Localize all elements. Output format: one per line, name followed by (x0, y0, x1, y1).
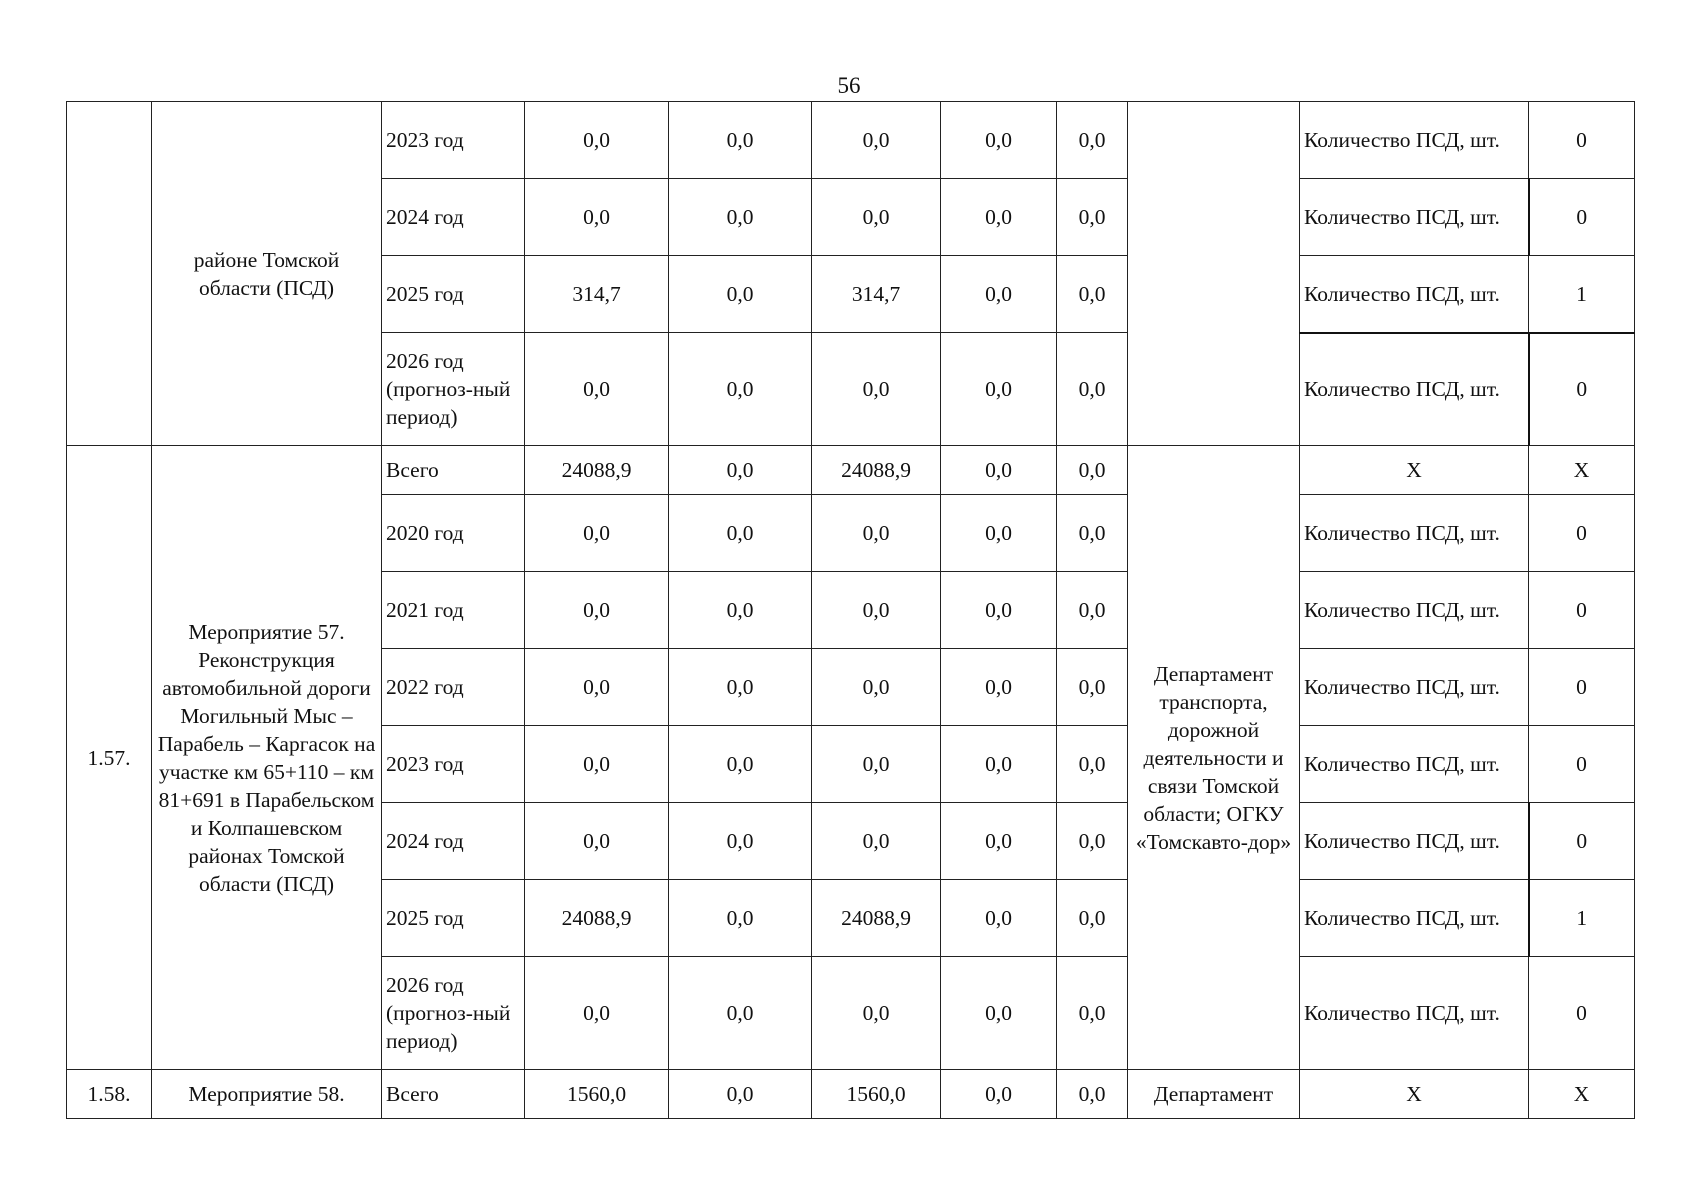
value-cell: 0,0 (1057, 256, 1128, 333)
year-cell: 2026 год (прогноз-ный период) (382, 957, 525, 1070)
value-cell: 0,0 (941, 649, 1057, 726)
total-cell: 1560,0 (525, 1070, 669, 1119)
table-row (67, 1070, 1635, 1119)
indicator-value-cell: 0 (1529, 495, 1635, 572)
year-cell: 2023 год (382, 102, 525, 179)
indicator-value-cell: 1 (1529, 256, 1635, 333)
value-cell: 0,0 (812, 102, 941, 179)
value-cell: 0,0 (669, 726, 812, 803)
value-cell: 0,0 (812, 726, 941, 803)
value-cell: 0,0 (1057, 333, 1128, 446)
value-cell: 1560,0 (812, 1070, 941, 1119)
value-cell: 0,0 (941, 957, 1057, 1070)
value-cell: 0,0 (669, 572, 812, 649)
executor-cell: Департамент (1128, 1070, 1300, 1119)
indicator-name-cell: Количество ПСД, шт. (1300, 179, 1529, 256)
indicator-value-cell: Х (1529, 1070, 1635, 1119)
value-cell: 0,0 (1057, 495, 1128, 572)
activity-name-cell: районе Томской области (ПСД) (152, 102, 382, 446)
program-activities-table (66, 101, 1635, 1119)
value-cell: 0,0 (812, 333, 941, 446)
value-cell: 0,0 (1057, 803, 1128, 880)
value-cell: 0,0 (941, 726, 1057, 803)
indicator-name-cell: Количество ПСД, шт. (1300, 102, 1529, 179)
year-cell: 2022 год (382, 649, 525, 726)
indicator-name-cell: Количество ПСД, шт. (1300, 726, 1529, 803)
total-cell: 0,0 (525, 649, 669, 726)
total-cell: 0,0 (525, 179, 669, 256)
year-cell: 2021 год (382, 572, 525, 649)
indicator-value-cell: 0 (1529, 803, 1635, 880)
value-cell: 0,0 (941, 572, 1057, 649)
value-cell: 0,0 (669, 880, 812, 957)
page-number: 56 (837, 73, 861, 98)
value-cell: 0,0 (669, 1070, 812, 1119)
value-cell: 0,0 (941, 179, 1057, 256)
year-cell: 2024 год (382, 179, 525, 256)
indicator-name-cell: Количество ПСД, шт. (1300, 333, 1529, 446)
indicator-name-cell: Х (1300, 446, 1529, 495)
value-cell: 0,0 (812, 649, 941, 726)
value-cell: 0,0 (1057, 1070, 1128, 1119)
value-cell: 0,0 (1057, 102, 1128, 179)
year-cell: 2025 год (382, 256, 525, 333)
activity-number-cell (67, 102, 152, 446)
year-cell: 2024 год (382, 803, 525, 880)
value-cell: 0,0 (1057, 572, 1128, 649)
total-cell: 24088,9 (525, 446, 669, 495)
table-body (67, 102, 1635, 1119)
indicator-value-cell: 0 (1529, 333, 1635, 446)
value-cell: 0,0 (1057, 446, 1128, 495)
value-cell: 0,0 (812, 495, 941, 572)
value-cell: 0,0 (941, 495, 1057, 572)
value-cell: 0,0 (669, 803, 812, 880)
indicator-name-cell: Х (1300, 1070, 1529, 1119)
value-cell: 24088,9 (812, 880, 941, 957)
value-cell: 24088,9 (812, 446, 941, 495)
year-cell: 2023 год (382, 726, 525, 803)
value-cell: 0,0 (669, 256, 812, 333)
value-cell: 0,0 (812, 957, 941, 1070)
indicator-value-cell: 0 (1529, 957, 1635, 1070)
table-row (67, 446, 1635, 495)
value-cell: 0,0 (812, 803, 941, 880)
year-cell: Всего (382, 1070, 525, 1119)
total-cell: 0,0 (525, 333, 669, 446)
value-cell: 0,0 (1057, 649, 1128, 726)
value-cell: 0,0 (941, 880, 1057, 957)
total-cell: 0,0 (525, 726, 669, 803)
indicator-name-cell: Количество ПСД, шт. (1300, 256, 1529, 333)
indicator-value-cell: 0 (1529, 102, 1635, 179)
value-cell: 0,0 (812, 572, 941, 649)
indicator-value-cell: Х (1529, 446, 1635, 495)
total-cell: 0,0 (525, 495, 669, 572)
indicator-name-cell: Количество ПСД, шт. (1300, 649, 1529, 726)
indicator-value-cell: 0 (1529, 726, 1635, 803)
indicator-name-cell: Количество ПСД, шт. (1300, 957, 1529, 1070)
total-cell: 314,7 (525, 256, 669, 333)
value-cell: 0,0 (669, 495, 812, 572)
indicator-name-cell: Количество ПСД, шт. (1300, 495, 1529, 572)
total-cell: 0,0 (525, 572, 669, 649)
indicator-name-cell: Количество ПСД, шт. (1300, 572, 1529, 649)
value-cell: 0,0 (941, 1070, 1057, 1119)
value-cell: 0,0 (1057, 726, 1128, 803)
value-cell: 0,0 (669, 957, 812, 1070)
value-cell: 0,0 (669, 333, 812, 446)
value-cell: 0,0 (941, 102, 1057, 179)
value-cell: 0,0 (669, 179, 812, 256)
indicator-value-cell: 0 (1529, 649, 1635, 726)
table-row (67, 102, 1635, 179)
value-cell: 0,0 (941, 333, 1057, 446)
value-cell: 0,0 (941, 256, 1057, 333)
activity-name-cell: Мероприятие 58. (152, 1070, 382, 1119)
total-cell: 0,0 (525, 803, 669, 880)
value-cell: 0,0 (669, 649, 812, 726)
activity-number-cell: 1.57. (67, 446, 152, 1070)
executor-cell: Департамент транспорта, дорожной деятельности и связи Томской области; ОГКУ «Томскавто-дор» (1128, 446, 1300, 1070)
value-cell: 0,0 (812, 179, 941, 256)
activity-number-cell: 1.58. (67, 1070, 152, 1119)
indicator-value-cell: 0 (1529, 572, 1635, 649)
indicator-value-cell: 0 (1529, 179, 1635, 256)
indicator-name-cell: Количество ПСД, шт. (1300, 803, 1529, 880)
total-cell: 24088,9 (525, 880, 669, 957)
value-cell: 0,0 (1057, 179, 1128, 256)
year-cell: 2020 год (382, 495, 525, 572)
total-cell: 0,0 (525, 102, 669, 179)
indicator-value-cell: 1 (1529, 880, 1635, 957)
indicator-name-cell: Количество ПСД, шт. (1300, 880, 1529, 957)
value-cell: 0,0 (1057, 957, 1128, 1070)
value-cell: 0,0 (669, 446, 812, 495)
year-cell: Всего (382, 446, 525, 495)
value-cell: 0,0 (669, 102, 812, 179)
value-cell: 0,0 (941, 803, 1057, 880)
total-cell: 0,0 (525, 957, 669, 1070)
value-cell: 0,0 (941, 446, 1057, 495)
value-cell: 314,7 (812, 256, 941, 333)
year-cell: 2025 год (382, 880, 525, 957)
activity-name-cell: Мероприятие 57. Реконструкция автомобильной дороги Могильный Мыс – Парабель – Каргасок на участке км 65+110 – км 81+691 в Парабельском и Колпашевском районах Томской области (ПСД) (152, 446, 382, 1070)
year-cell: 2026 год (прогноз-ный период) (382, 333, 525, 446)
value-cell: 0,0 (1057, 880, 1128, 957)
executor-cell (1128, 102, 1300, 446)
